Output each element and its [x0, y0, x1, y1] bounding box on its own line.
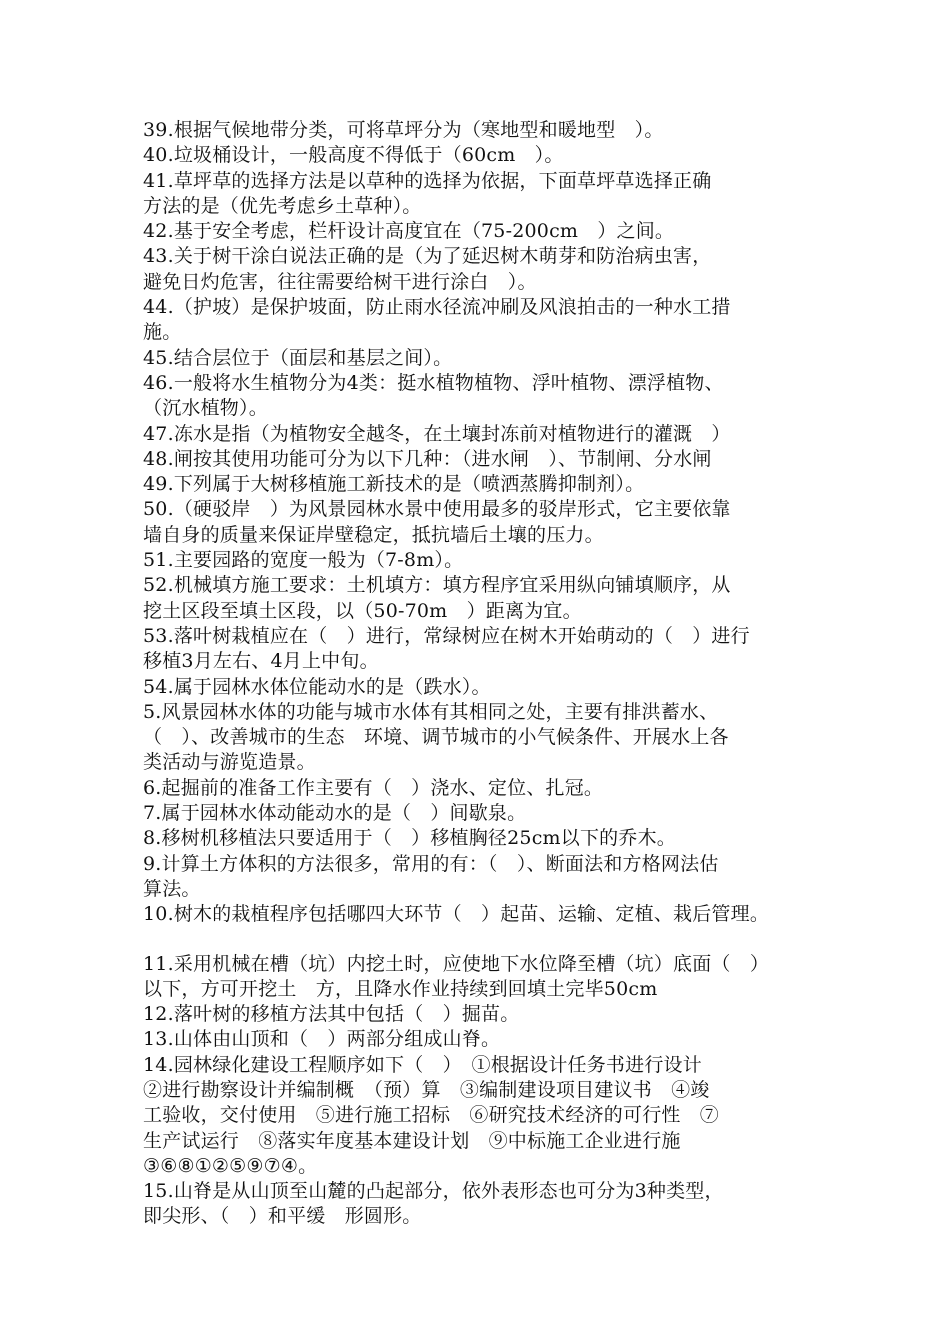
- text-line: 41.草坪草的选择方法是以草种的选择为依据，下面草坪草选择正确: [143, 169, 712, 192]
- text-line: 15.山脊是从山顶至山麓的凸起部分，依外表形态也可分为3种类型，: [143, 1180, 724, 1203]
- text-line: （ ）、改善城市的生态 环境、调节城市的小气候条件、开展水上各: [143, 726, 729, 749]
- text-line: 53.落叶树栽植应在（ ）进行，常绿树应在树木开始萌动的（ ）进行: [143, 624, 750, 647]
- text-line: 50.（硬驳岸 ）为风景园林水景中使用最多的驳岸形式，它主要依靠: [143, 498, 731, 521]
- text-line: 类活动与游览造景。: [143, 751, 316, 774]
- text-line: 48.闸按其使用功能可分为以下几种：（进水闸 ）、节制闸、分水闸: [143, 447, 712, 470]
- text-line: 10.树木的栽植程序包括哪四大环节（ ）起苗、运输、定植、栽后管理。: [143, 903, 770, 926]
- text-line: 算法。: [143, 877, 201, 900]
- text-line: 12.落叶树的移植方法其中包括（ ）掘苗。: [143, 1003, 520, 1026]
- text-line: 避免日灼危害，往往需要给树干进行涂白 ）。: [143, 270, 537, 293]
- text-line: 即尖形、（ ）和平缓 形圆形。: [143, 1205, 422, 1228]
- text-line: 45.结合层位于（面层和基层之间）。: [143, 346, 453, 369]
- text-line: 49.下列属于大树移植施工新技术的是（喷洒蒸腾抑制剂）。: [143, 473, 645, 496]
- text-line: 43.关于树干涂白说法正确的是（为了延迟树木萌芽和防治病虫害，: [143, 245, 712, 268]
- text-line: 挖土区段至填土区段，以（50-70m ）距离为宜。: [143, 599, 582, 622]
- text-line: 46.一般将水生植物分为4类：挺水植物植物、浮叶植物、漂浮植物、: [143, 371, 724, 394]
- text-line: 墙自身的质量来保证岸壁稳定，抵抗墙后土壤的压力。: [143, 523, 604, 546]
- text-line: 8.移树机移植法只要适用于（ ）移植胸径25cm以下的乔木。: [143, 827, 676, 850]
- text-line: 9.计算土方体积的方法很多，常用的有：（ ）、断面法和方格网法估: [143, 852, 719, 875]
- text-line: 11.采用机械在槽（坑）内挖土时，应使地下水位降至槽（坑）底面（ ）: [143, 952, 770, 975]
- text-line: 6.起掘前的准备工作主要有（ ）浇水、定位、扎冠。: [143, 776, 604, 799]
- text-line: 51.主要园路的宽度一般为（7-8m）。: [143, 549, 464, 572]
- text-line: 42.基于安全考虑，栏杆设计高度宜在（75-200cm ）之间。: [143, 220, 675, 243]
- blank-line: [143, 928, 823, 952]
- text-line: 14.园林绿化建设工程顺序如下（ ） ①根据设计任务书进行设计: [143, 1053, 702, 1076]
- text-line: 方法的是（优先考虑乡土草种）。: [143, 194, 422, 217]
- text-line: 54.属于园林水体位能动水的是（跌水）。: [143, 675, 491, 698]
- text-line: 44.（护坡）是保护坡面，防止雨水径流冲刷及风浪拍击的一种水工措: [143, 296, 731, 319]
- document-text: [143, 118, 823, 1230]
- text-line: 移植3月左右、4月上中旬。: [143, 650, 379, 673]
- text-line: 工验收，交付使用 ⑤进行施工招标 ⑥研究技术经济的可行性 ⑦: [143, 1104, 720, 1127]
- text-line: 52.机械填方施工要求：土机填方：填方程序宜采用纵向铺填顺序，从: [143, 574, 731, 597]
- text-line: 5.风景园林水体的功能与城市水体有其相同之处，主要有排洪蓄水、: [143, 700, 719, 723]
- text-line: ②进行勘察设计并编制概 （预）算 ③编制建设项目建议书 ④竣: [143, 1078, 710, 1101]
- text-line: 47.冻水是指（为植物安全越冬，在土壤封冻前对植物进行的灌溉 ）: [143, 422, 731, 445]
- text-line: 40.垃圾桶设计，一般高度不得低于（60cm ）。: [143, 144, 564, 167]
- text-line: 以下，方可开挖土 方，且降水作业持续到回填土完毕50cm: [143, 977, 658, 1000]
- text-line: ③⑥⑧①②⑤⑨⑦④。: [143, 1154, 318, 1177]
- text-line: 39.根据气候地带分类，可将草坪分为（寒地型和暖地型 ）。: [143, 119, 664, 141]
- text-line: 13.山体由山顶和（ ）两部分组成山脊。: [143, 1028, 501, 1051]
- text-line: 7.属于园林水体动能动水的是（ ）间歇泉。: [143, 802, 527, 825]
- text-line: 生产试运行 ⑧落实年度基本建设计划 ⑨中标施工企业进行施: [143, 1129, 681, 1152]
- text-line: 施。: [143, 321, 182, 344]
- text-line: （沉水植物）。: [143, 397, 268, 420]
